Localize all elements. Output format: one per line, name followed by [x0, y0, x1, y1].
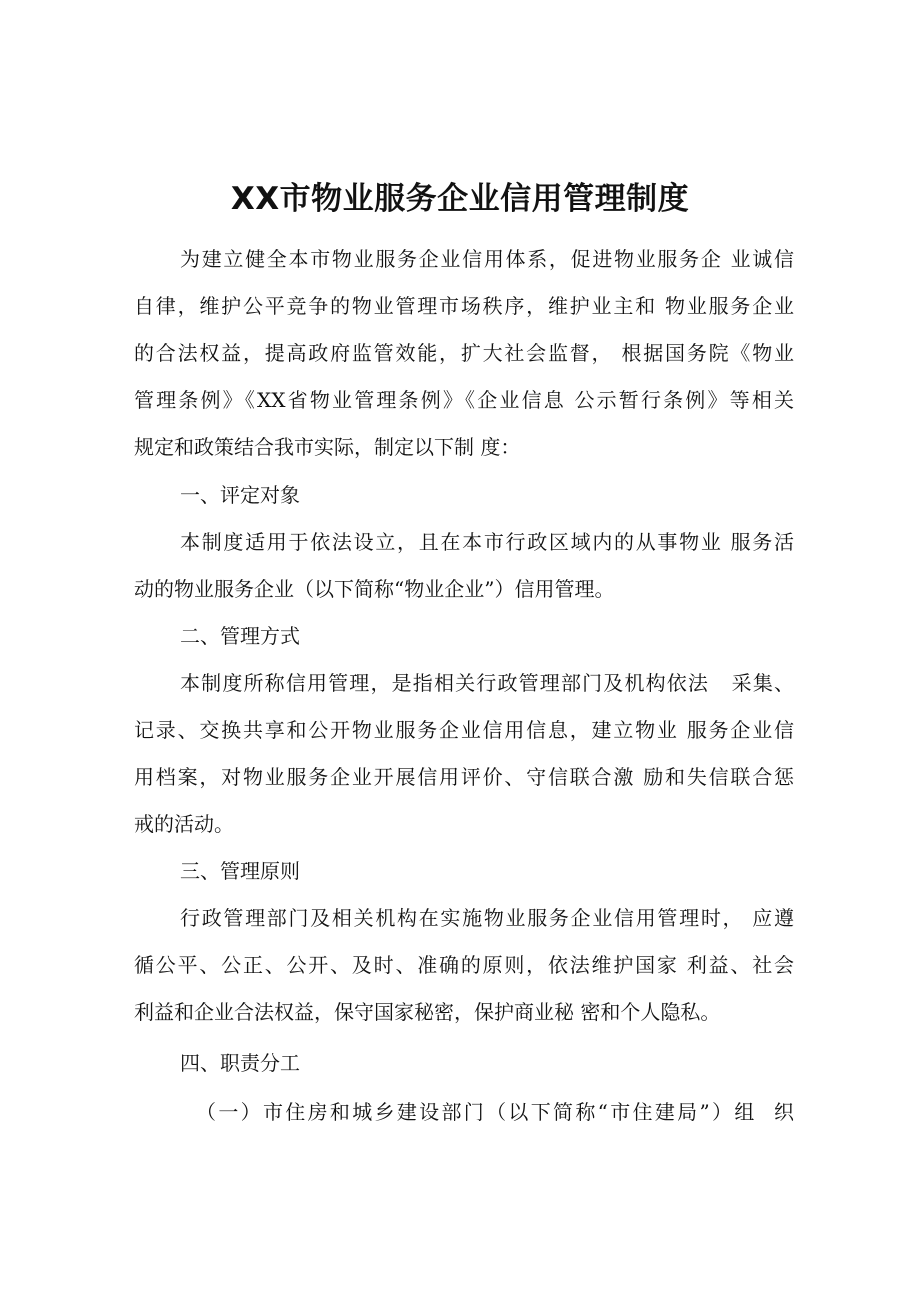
- section-heading-4: 四、职责分工: [180, 1051, 300, 1075]
- section-2-line-4: 戒的活动。: [134, 812, 234, 836]
- section-4-line-1: （一）市住房和城乡建设部门（以下简称“市住建局”）组 织: [196, 1100, 794, 1124]
- intro-line-4: 管理条例》《XX省物业管理条例》《企业信息 公示暂行条例》等相关: [134, 388, 794, 412]
- section-3-line-2: 循公平、公正、公开、及时、准确的原则，依法维护国家 利益、社会: [134, 953, 794, 977]
- section-heading-1: 一、评定对象: [180, 483, 300, 507]
- section-2-line-2: 记录、交换共享和公开物业服务企业信用信息，建立物业 服务企业信: [134, 718, 794, 742]
- document-title: XX市物业服务企业信用管理制度: [230, 181, 690, 217]
- intro-line-1: 为建立健全本市物业服务企业信用体系，促进物业服务企 业诚信: [180, 247, 794, 271]
- section-1-line-1: 本制度适用于依法设立，且在本市行政区域内的从事物业 服务活: [180, 530, 794, 554]
- section-1-line-2: 动的物业服务企业（以下简称“物业企业”）信用管理。: [134, 577, 615, 601]
- intro-line-3: 的合法权益，提高政府监管效能，扩大社会监督， 根据国务院《物业: [134, 341, 794, 365]
- section-heading-2: 二、管理方式: [180, 624, 300, 648]
- intro-line-5: 规定和政策结合我市实际，制定以下制 度：: [134, 435, 521, 459]
- section-3-line-1: 行政管理部门及相关机构在实施物业服务企业信用管理时， 应遵: [180, 906, 794, 930]
- section-3-line-3: 利益和企业合法权益，保守国家秘密，保护商业秘 密和个人隐私。: [134, 1000, 721, 1024]
- section-2-line-3: 用档案，对物业服务企业开展信用评价、守信联合激 励和失信联合惩: [134, 765, 794, 789]
- section-heading-3: 三、管理原则: [180, 859, 300, 883]
- intro-line-2: 自律，维护公平竞争的物业管理市场秩序，维护业主和 物业服务企业: [134, 294, 794, 318]
- section-2-line-1: 本制度所称信用管理，是指相关行政管理部门及机构依法 采集、: [180, 671, 794, 695]
